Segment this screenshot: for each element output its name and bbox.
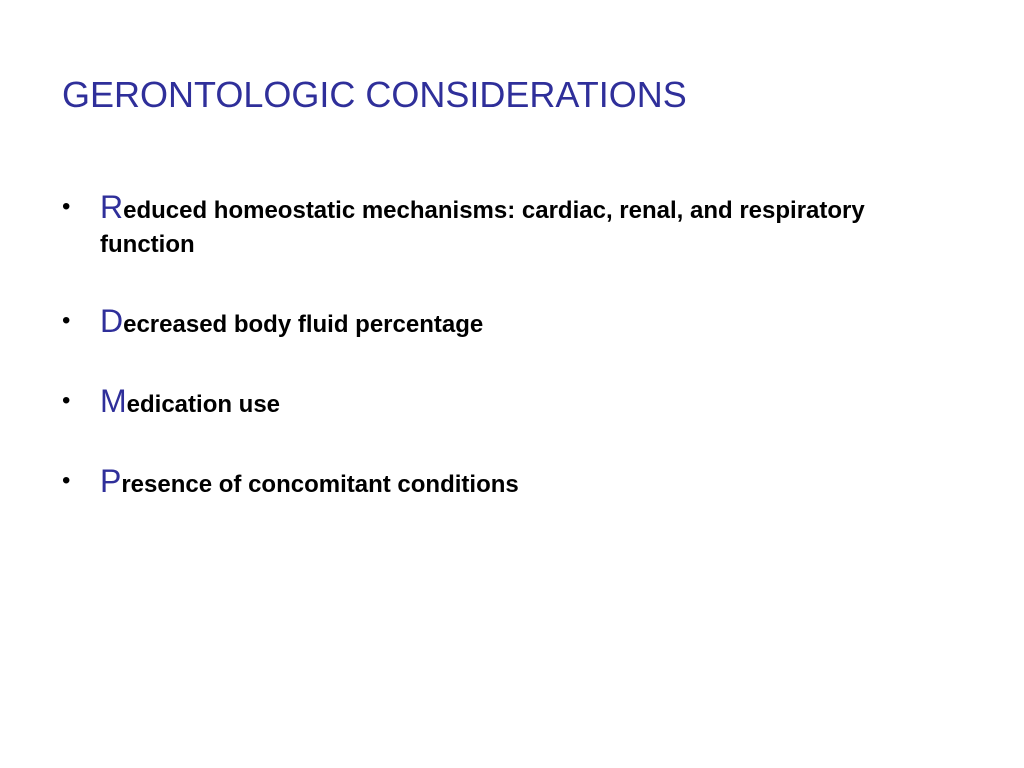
list-item (62, 190, 882, 262)
bullet-initial-letter: P (100, 463, 122, 499)
bullet-text: educed homeostatic mechanisms: cardiac, renal, and respiratory function (100, 197, 865, 258)
bullet-text: resence of concomitant conditions (121, 471, 519, 498)
bullet-initial-letter: R (100, 189, 124, 225)
slide-title: GERONTOLOGIC CONSIDERATIONS (62, 74, 687, 115)
bullet-text: ecreased body fluid percentage (123, 311, 484, 338)
bullet-icon: • (62, 387, 71, 414)
list-item (62, 384, 882, 422)
bullet-icon: • (62, 467, 71, 494)
list-item (62, 464, 882, 502)
bullet-icon: • (62, 307, 71, 334)
list-item (62, 304, 882, 342)
bullet-initial-letter: M (100, 383, 127, 419)
bullet-list (62, 190, 882, 544)
bullet-icon: • (62, 193, 71, 220)
bullet-initial-letter: D (100, 303, 124, 339)
bullet-text: edication use (126, 391, 281, 418)
